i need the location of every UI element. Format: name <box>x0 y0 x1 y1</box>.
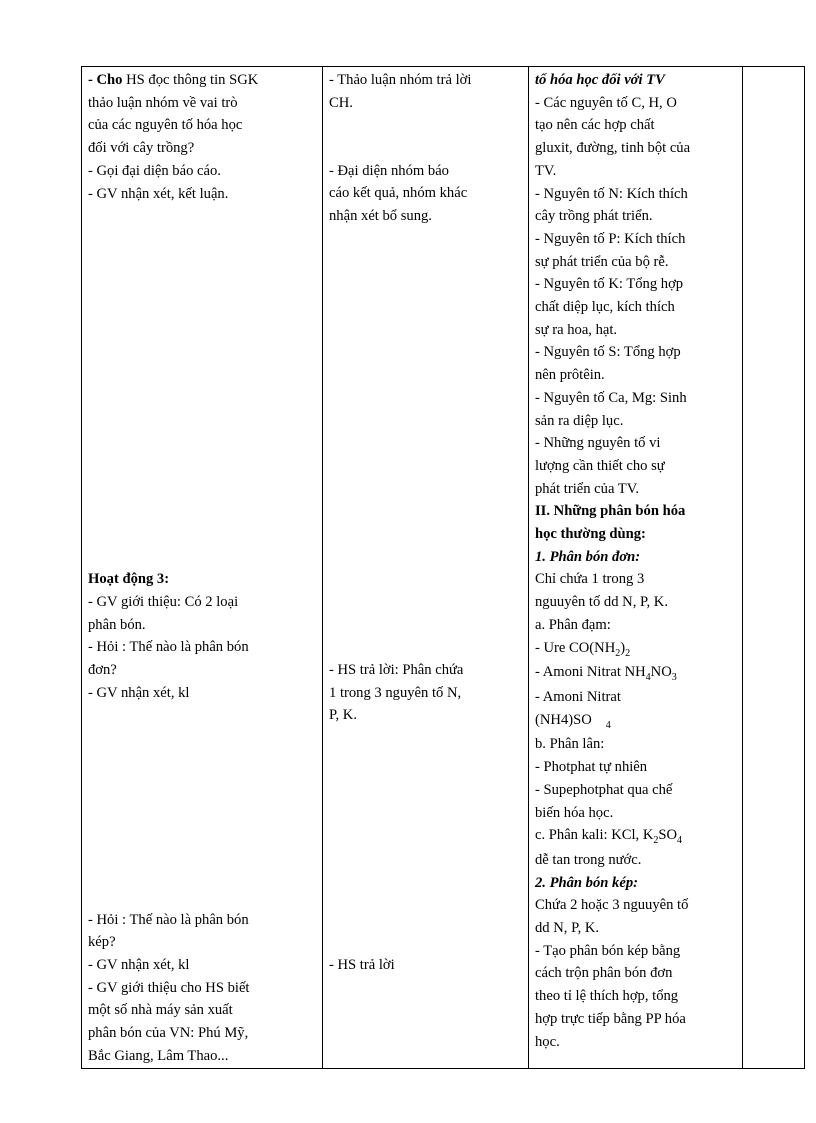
text-fragment: HS đọc thông tin SGK <box>122 72 259 88</box>
text-line: - HS trả lời <box>329 956 395 973</box>
text-line: TV. <box>535 162 557 179</box>
text-line: b. Phân lân: <box>535 736 605 753</box>
content-cell <box>529 67 743 1069</box>
text-line: sản ra diệp lục. <box>535 412 624 429</box>
text-line: - Gọi đại diện báo cáo. <box>88 162 221 179</box>
text-line: - Các nguyên tố C, H, O <box>535 94 677 111</box>
subscript: 4 <box>677 835 683 847</box>
text-line: học. <box>535 1033 560 1050</box>
text-line: - Amoni Nitrat <box>535 688 621 705</box>
text-line: theo tỉ lệ thích hợp, tổng <box>535 988 679 1005</box>
text-line: - Thảo luận nhóm trả lời <box>329 72 472 88</box>
formula-line <box>535 661 737 686</box>
text-line: - GV nhận xét, kết luận. <box>88 185 229 202</box>
text-line: - Đại diện nhóm báo <box>329 162 449 179</box>
text-line: - GV nhận xét, kl <box>88 957 190 974</box>
subscript: 4 <box>605 719 611 731</box>
text-line: Chỉ chứa 1 trong 3 <box>535 571 645 588</box>
text-line: - GV giới thiệu cho HS biết <box>88 979 250 996</box>
subscript: 2 <box>653 835 659 847</box>
text-line: - Nguyên tố Ca, Mg: Sinh <box>535 389 687 406</box>
text-line: - Nguyên tố N: Kích thích <box>535 185 688 202</box>
text-line: sự ra hoa, hạt. <box>535 321 618 338</box>
text-line: phát triển của TV. <box>535 480 640 497</box>
text-line: phân bón của VN: Phú Mỹ, <box>88 1025 249 1042</box>
text-line: Bắc Giang, Lâm Thao... <box>88 1047 229 1064</box>
text-line: đơn? <box>88 662 117 679</box>
text-fragment: (NH4)SO <box>535 711 592 728</box>
subscript: 2 <box>625 647 631 659</box>
text-fragment: ) <box>620 639 626 656</box>
text-line: - Tạo phân bón kép bằng <box>535 942 681 959</box>
subscript: 3 <box>671 672 677 684</box>
text-line: hợp trực tiếp bằng PP hóa <box>535 1010 686 1027</box>
lesson-table <box>81 66 805 1069</box>
student-activity-cell <box>323 67 529 1069</box>
text-fragment: SO <box>658 827 678 844</box>
text-line: a. Phân đạm: <box>535 616 611 633</box>
text-line: nhận xét bổ sung. <box>329 208 432 225</box>
text-line: phân bón. <box>88 616 146 633</box>
text-fragment: c. Phân kali: KCl, K <box>535 827 654 844</box>
text-line: cây trồng phát triển. <box>535 208 653 225</box>
text-fragment: - Amoni Nitrat NH <box>535 664 646 681</box>
text-line: - Những nguyên tố vi <box>535 435 661 452</box>
formula-line <box>535 637 737 662</box>
text-line: gluxit, đường, tinh bột của <box>535 140 691 157</box>
notes-cell <box>743 67 805 1069</box>
text-line: kép? <box>88 934 116 951</box>
text-line: Chứa 2 hoặc 3 nguuyên tố <box>535 897 689 914</box>
text-fragment: - Ure CO(NH <box>535 639 616 656</box>
teacher-activity-cell <box>82 67 323 1069</box>
text-line: dễ tan trong nước. <box>535 851 642 868</box>
text-line: dd N, P, K. <box>535 920 600 937</box>
text-line: tạo nên các hợp chất <box>535 117 655 134</box>
text-line <box>88 69 317 92</box>
section-heading: II. Những phân bón hóa <box>535 503 686 520</box>
formula-line <box>535 709 737 734</box>
subscript: 2 <box>615 647 621 659</box>
text-line: cách trộn phân bón đơn <box>535 965 673 982</box>
text-line: sự phát triển của bộ rễ. <box>535 253 669 270</box>
text-fragment: NO <box>650 664 672 681</box>
text-line: cáo kết quả, nhóm khác <box>329 185 468 202</box>
text-line: - Photphat tự nhiên <box>535 759 648 776</box>
text-line: của các nguyên tố hóa học <box>88 117 243 134</box>
table-row <box>82 67 805 1069</box>
formula-line <box>535 824 737 849</box>
text-line: - Hỏi : Thế nào là phân bón <box>88 639 249 656</box>
text-line: đối với cây trồng? <box>88 140 195 157</box>
text-line: biến hóa học. <box>535 804 614 821</box>
text-line: - Supephotphat qua chế <box>535 781 673 798</box>
subsection-heading: 2. Phân bón kép: <box>535 874 638 891</box>
text-line: CH. <box>329 94 353 111</box>
text-line: lượng cần thiết cho sự <box>535 457 665 474</box>
subsection-heading: 1. Phân bón đơn: <box>535 548 641 565</box>
text-line: - Nguyên tố K: Tổng hợp <box>535 276 684 293</box>
text-line: - HS trả lời: Phân chứa <box>329 661 464 678</box>
text-line: tố hóa học đối với TV <box>535 72 665 88</box>
bold-prefix: - Cho <box>88 72 123 88</box>
activity-heading: Hoạt động 3: <box>88 571 170 588</box>
text-line: P, K. <box>329 707 357 724</box>
section-heading: học thường dùng: <box>535 526 646 543</box>
text-line: - Hỏi : Thế nào là phân bón <box>88 911 249 928</box>
text-line: - GV nhận xét, kl <box>88 684 190 701</box>
text-line: - Nguyên tố P: Kích thích <box>535 230 686 247</box>
text-line: thảo luận nhóm về vai trò <box>88 94 238 111</box>
text-line: chất diệp lục, kích thích <box>535 299 675 316</box>
subscript: 4 <box>645 672 651 684</box>
text-line: - GV giới thiệu: Có 2 loại <box>88 593 239 610</box>
text-line: một số nhà máy sản xuất <box>88 1002 233 1019</box>
text-line: 1 trong 3 nguyên tố N, <box>329 684 462 701</box>
text-line: - Nguyên tố S: Tổng hợp <box>535 344 681 361</box>
text-line: nên prôtêin. <box>535 367 605 384</box>
text-line: nguuyên tố dd N, P, K. <box>535 594 668 611</box>
